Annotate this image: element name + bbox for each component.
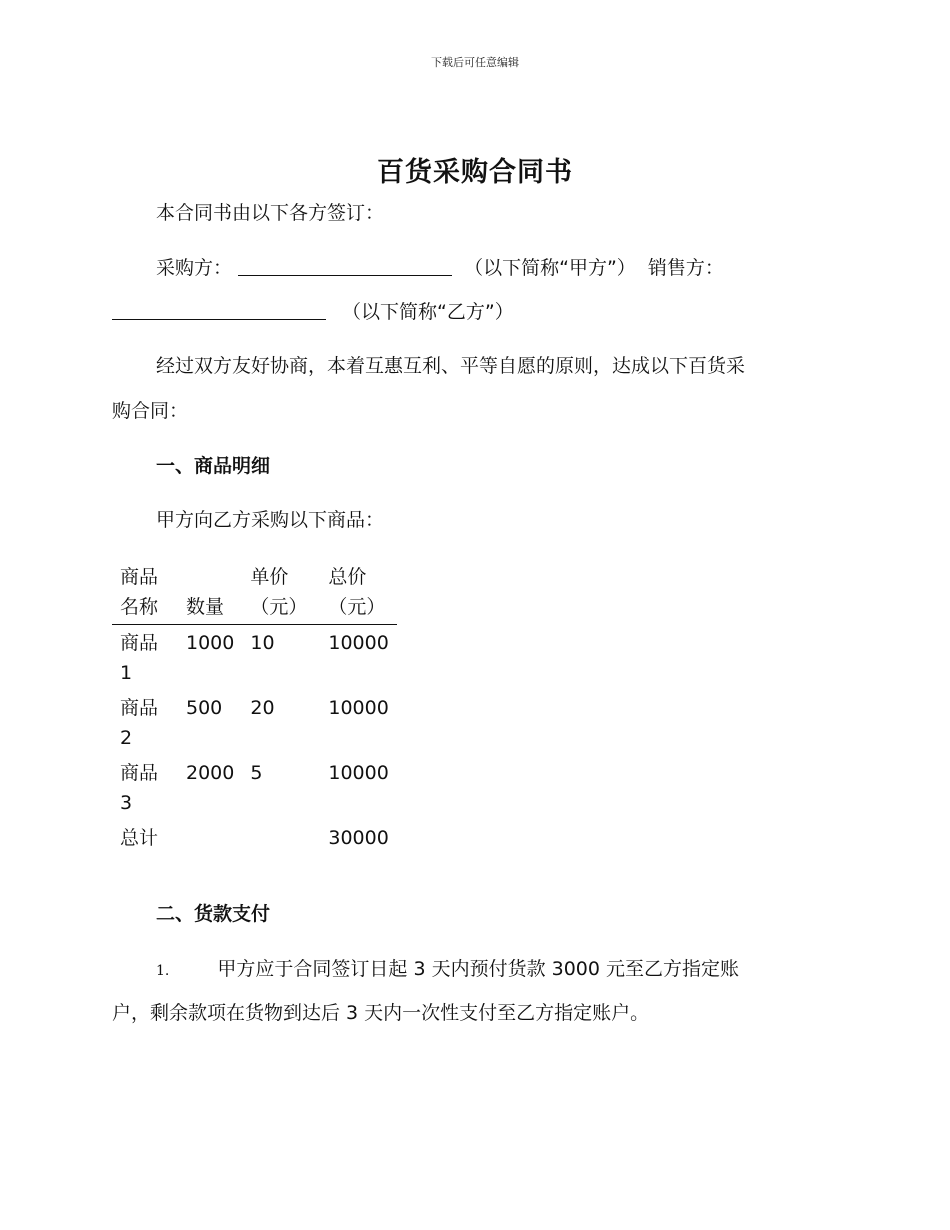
cell-total-price: 10000 xyxy=(328,762,389,784)
cell-name: 商品3 xyxy=(120,762,159,814)
header-name: 商品名称 xyxy=(112,562,178,625)
header-total-price: 总价（元） xyxy=(320,562,396,625)
cell-name: 商品1 xyxy=(120,632,159,684)
seller-suffix: （以下简称“乙方”） xyxy=(342,301,514,323)
cell-total-price: 10000 xyxy=(328,697,389,719)
cell-quantity: 500 xyxy=(186,697,223,719)
document-title: 百货采购合同书 xyxy=(377,157,573,188)
buyer-line xyxy=(156,254,724,282)
cell-name: 商品2 xyxy=(120,697,159,749)
payment-item-1-line-2: 户，剩余款项在货物到达后 3 天内一次性支付至乙方指定账户。 xyxy=(112,1002,650,1024)
cell-quantity: 1000 xyxy=(186,632,235,654)
goods-table xyxy=(112,562,397,855)
buyer-suffix: （以下简称“甲方”） xyxy=(464,257,636,279)
cell-empty xyxy=(242,820,320,855)
header-unit-price: 单价（元） xyxy=(242,562,320,625)
payment-item-1-line-1 xyxy=(156,955,739,985)
header-note: 下载后可任意编辑 xyxy=(431,56,519,69)
seller-blank xyxy=(112,299,326,320)
seller-line xyxy=(112,298,514,326)
cell-grand-total: 30000 xyxy=(328,827,389,849)
table-header-row xyxy=(112,562,397,625)
cell-quantity: 2000 xyxy=(186,762,235,784)
cell-unit-price: 5 xyxy=(250,762,263,784)
section1-lead: 甲方向乙方采购以下商品： xyxy=(156,509,385,531)
header-quantity: 数量 xyxy=(178,562,242,625)
cell-unit-price: 10 xyxy=(250,632,275,654)
preamble-line-1: 经过双方友好协商，本着互惠互利、平等自愿的原则，达成以下百货采 xyxy=(156,355,746,377)
section2-heading: 二、货款支付 xyxy=(156,903,271,925)
intro-paragraph: 本合同书由以下各方签订： xyxy=(156,202,385,224)
table-row xyxy=(112,690,397,755)
buyer-label: 采购方： xyxy=(156,257,233,279)
seller-label: 销售方： xyxy=(647,257,724,279)
payment-item-text: 甲方应于合同签订日起 3 天内预付货款 3000 元至乙方指定账 xyxy=(217,958,740,980)
cell-total-label: 总计 xyxy=(120,827,159,849)
payment-item-number: 1. xyxy=(156,963,170,979)
table-total-row xyxy=(112,820,397,855)
cell-total-price: 10000 xyxy=(328,632,389,654)
table-row xyxy=(112,625,397,691)
buyer-blank xyxy=(238,255,452,276)
cell-unit-price: 20 xyxy=(250,697,275,719)
section1-heading: 一、商品明细 xyxy=(156,455,271,477)
table-row xyxy=(112,755,397,820)
cell-empty xyxy=(178,820,242,855)
preamble-line-2: 购合同： xyxy=(112,400,189,422)
